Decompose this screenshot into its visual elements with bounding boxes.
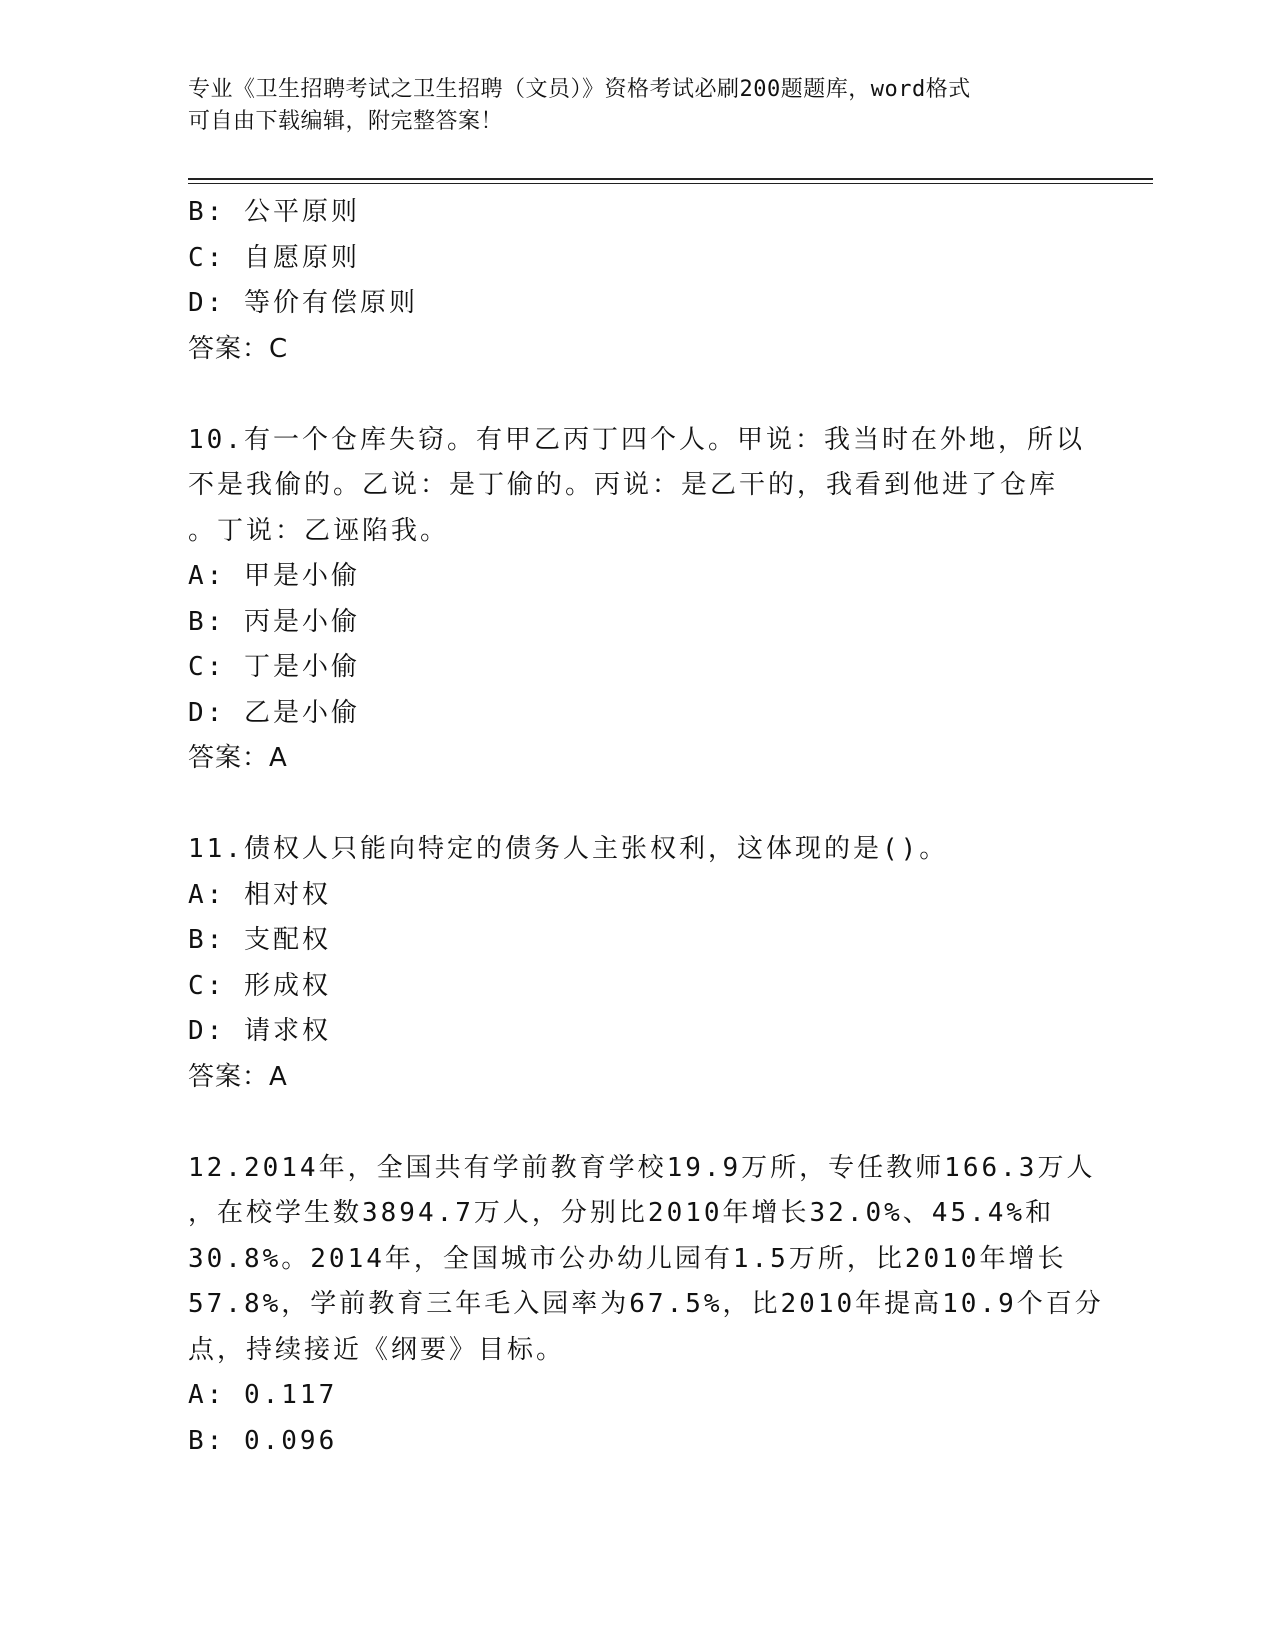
q10-option-d: D: 乙是小偷 [188, 697, 360, 728]
q11-option-c: C: 形成权 [188, 970, 331, 1001]
q9-option-c: C: 自愿原则 [188, 242, 360, 273]
question-9-block [188, 190, 1088, 372]
q11-answer: 答案：A [188, 1061, 288, 1092]
q9-answer: 答案：C [188, 333, 289, 364]
q10-answer: 答案：A [188, 743, 288, 773]
q11-option-b: B: 支配权 [188, 925, 331, 955]
q11-option-a: A: 相对权 [188, 879, 331, 910]
q12-stem-line-2: ，在校学生数3894.7万人，分别比2010年增长32.0%、45.4%和 [188, 1198, 1055, 1228]
header-divider-thin [188, 183, 1153, 184]
question-10-block [188, 418, 1088, 782]
q12-stem-line-3: 30.8%。2014年，全国城市公办幼儿园有1.5万所，比2010年增长 [188, 1243, 1067, 1274]
header-divider-thick [188, 178, 1153, 180]
q12-stem-line-1: 12.2014年，全国共有学前教育学校19.9万所，专任教师166.3万人 [188, 1152, 1096, 1183]
q9-option-b: B: 公平原则 [188, 197, 360, 227]
q12-option-a: A: 0.117 [188, 1380, 338, 1410]
document-body [188, 190, 1104, 1464]
q10-stem-line-3: 。丁说：乙诬陷我。 [188, 515, 450, 546]
q10-option-c: C: 丁是小偷 [188, 652, 360, 682]
q12-option-b: B: 0.096 [188, 1425, 338, 1456]
header-line-1: 专业《卫生招聘考试之卫生招聘（文员）》资格考试必刷200题题库，word格式 [188, 77, 971, 102]
q10-option-a: A: 甲是小偷 [188, 561, 360, 591]
q11-stem-line-1: 11.债权人只能向特定的债务人主张权利，这体现的是()。 [188, 834, 949, 864]
q12-stem-line-5: 点，持续接近《纲要》目标。 [188, 1334, 566, 1365]
question-11-block [188, 827, 1088, 1100]
q11-option-d: D: 请求权 [188, 1016, 331, 1046]
q10-option-b: B: 丙是小偷 [188, 606, 360, 637]
q12-stem-line-4: 57.8%，学前教育三年毛入园率为67.5%，比2010年提高10.9个百分 [188, 1289, 1104, 1319]
q10-stem-line-1: 10.有一个仓库失窃。有甲乙丙丁四个人。甲说：我当时在外地，所以 [188, 424, 1085, 455]
header-line-2: 可自由下载编辑，附完整答案！ [188, 109, 504, 134]
document-header [188, 74, 1068, 138]
question-12-block [188, 1146, 1104, 1465]
spacer [188, 782, 1088, 828]
q9-option-d: D: 等价有偿原则 [188, 288, 418, 318]
spacer [188, 372, 1088, 418]
spacer [188, 1100, 1088, 1146]
q10-stem-line-2: 不是我偷的。乙说：是丁偷的。丙说：是乙干的，我看到他进了仓库 [188, 470, 1059, 500]
